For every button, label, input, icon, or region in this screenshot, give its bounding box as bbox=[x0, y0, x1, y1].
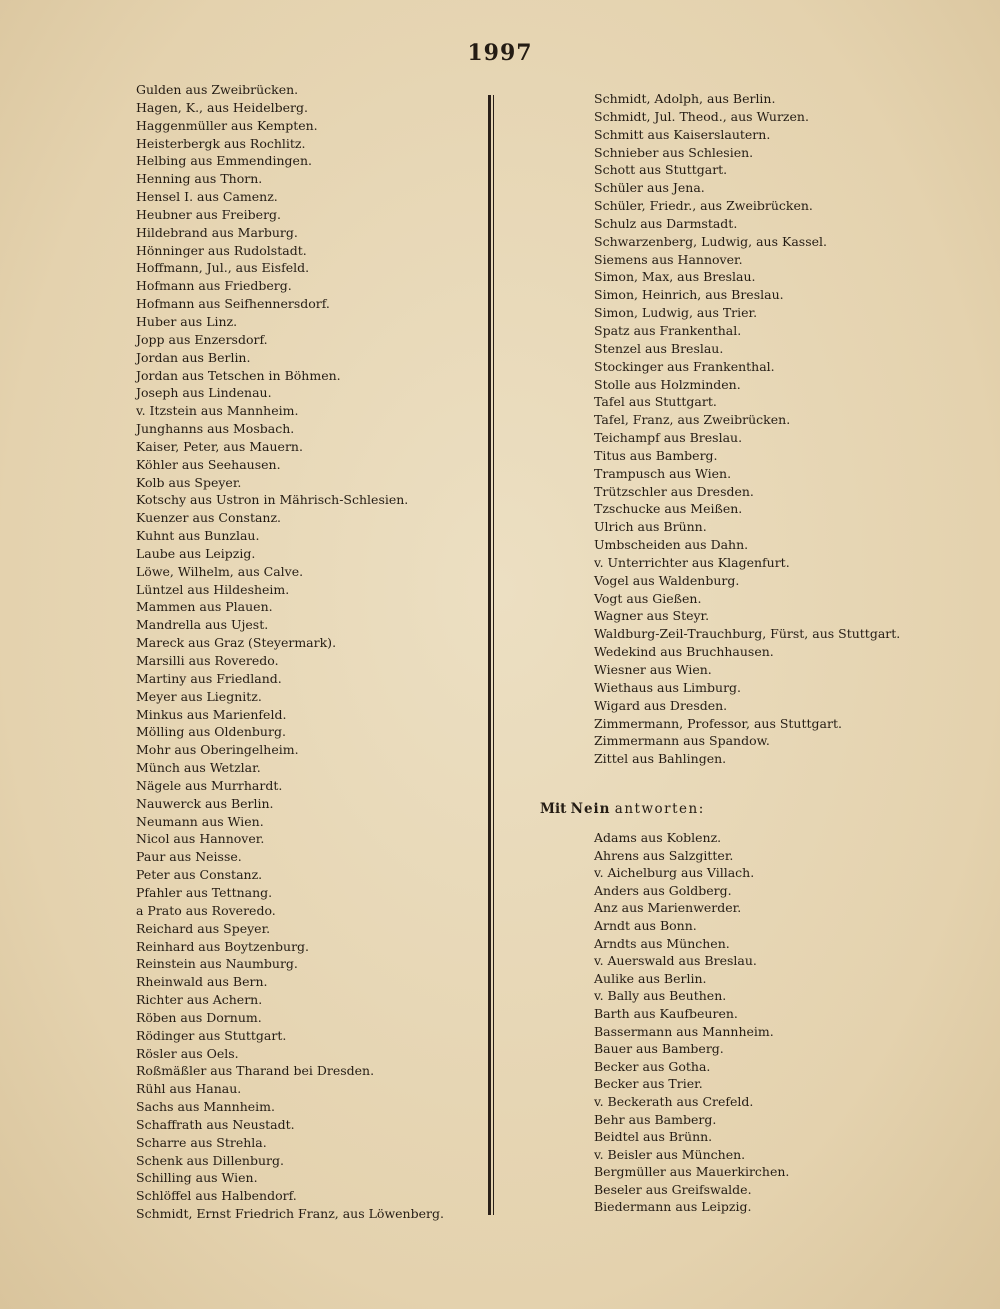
list-item: Sachs aus Mannheim. bbox=[136, 1099, 275, 1115]
list-item: Siemens aus Hannover. bbox=[594, 251, 743, 267]
list-item: Tafel aus Stuttgart. bbox=[594, 394, 717, 410]
heading-lead: Mit bbox=[540, 801, 567, 817]
list-item: Zittel aus Bahlingen. bbox=[594, 751, 727, 767]
list-item: Roßmäßler aus Tharand bei Dresden. bbox=[136, 1063, 375, 1079]
list-item: v. Auerswald aus Breslau. bbox=[594, 953, 757, 969]
list-item: Löwe, Wilhelm, aus Calve. bbox=[136, 563, 304, 579]
list-item: Laube aus Leipzig. bbox=[136, 545, 256, 561]
list-item: Schmidt, Adolph, aus Berlin. bbox=[594, 91, 776, 106]
list-item: Gulden aus Zweibrücken. bbox=[136, 82, 299, 97]
list-item: Helbing aus Emmendingen. bbox=[136, 153, 312, 169]
list-item: Zimmermann aus Spandow. bbox=[594, 733, 770, 749]
right-column-voter-list bbox=[594, 90, 900, 768]
list-item: Kolb aus Speyer. bbox=[136, 474, 242, 490]
list-item: Heisterbergk aus Rochlitz. bbox=[136, 135, 306, 151]
list-item: Jopp aus Enzersdorf. bbox=[136, 331, 268, 347]
list-item: Nauwerck aus Berlin. bbox=[136, 795, 274, 811]
list-item: Hofmann aus Friedberg. bbox=[136, 278, 292, 294]
list-item: Rühl aus Hanau. bbox=[136, 1081, 242, 1097]
list-item: v. Beckerath aus Crefeld. bbox=[594, 1093, 754, 1109]
list-item: a Prato aus Roveredo. bbox=[136, 902, 276, 918]
list-item: Simon, Heinrich, aus Breslau. bbox=[594, 287, 784, 303]
list-item: Wigard aus Dresden. bbox=[594, 697, 728, 713]
list-item: Schüler aus Jena. bbox=[594, 180, 705, 196]
list-item: Tafel, Franz, aus Zweibrücken. bbox=[594, 412, 791, 428]
list-item: Schwarzenberg, Ludwig, aus Kassel. bbox=[594, 233, 827, 249]
list-item: Vogt aus Gießen. bbox=[594, 590, 702, 606]
heading-emphasis: Nein bbox=[570, 801, 611, 817]
list-item: Mohr aus Oberingelheim. bbox=[136, 742, 299, 758]
section-heading-nein bbox=[540, 801, 705, 817]
list-item: Anders aus Goldberg. bbox=[594, 882, 732, 898]
left-column-voter-list bbox=[136, 81, 444, 1223]
list-item: Ahrens aus Salzgitter. bbox=[594, 847, 734, 863]
list-item: Trampusch aus Wien. bbox=[594, 465, 732, 481]
list-item: Schulz aus Darmstadt. bbox=[594, 215, 738, 231]
list-item: Junghanns aus Mosbach. bbox=[136, 421, 295, 437]
list-item: Barth aus Kaufbeuren. bbox=[594, 1005, 738, 1021]
list-item: Becker aus Gotha. bbox=[594, 1058, 711, 1074]
list-item: Meyer aus Liegnitz. bbox=[136, 688, 262, 704]
list-item: Schüler, Friedr., aus Zweibrücken. bbox=[594, 198, 813, 214]
list-item: Hönninger aus Rudolstadt. bbox=[136, 242, 307, 258]
list-item: Röben aus Dornum. bbox=[136, 1009, 262, 1025]
list-item: Wiethaus aus Limburg. bbox=[594, 679, 742, 695]
list-item: Mölling aus Oldenburg. bbox=[136, 724, 286, 740]
column-divider bbox=[488, 95, 494, 1215]
list-item: Paur aus Neisse. bbox=[136, 849, 242, 865]
list-item: Kuenzer aus Constanz. bbox=[136, 510, 282, 526]
list-item: Hensel I. aus Camenz. bbox=[136, 189, 278, 205]
list-item: Reinstein aus Naumburg. bbox=[136, 956, 298, 972]
list-item: Martiny aus Friedland. bbox=[136, 670, 282, 686]
list-item: Rösler aus Oels. bbox=[136, 1045, 239, 1061]
list-item: Schlöffel aus Halbendorf. bbox=[136, 1188, 297, 1204]
list-item: Becker aus Trier. bbox=[594, 1076, 703, 1092]
list-item: Mammen aus Plauen. bbox=[136, 599, 273, 615]
list-item: Schilling aus Wien. bbox=[136, 1170, 258, 1186]
list-item: Köhler aus Seehausen. bbox=[136, 456, 281, 472]
list-item: Stenzel aus Breslau. bbox=[594, 340, 724, 356]
list-item: Reinhard aus Boytzenburg. bbox=[136, 938, 310, 954]
list-item: Wiesner aus Wien. bbox=[594, 662, 712, 677]
list-item: Simon, Max, aus Breslau. bbox=[594, 269, 756, 285]
list-item: Kuhnt aus Bunzlau. bbox=[136, 528, 260, 544]
list-item: Beidtel aus Brünn. bbox=[594, 1129, 713, 1145]
list-item: Simon, Ludwig, aus Trier. bbox=[594, 305, 758, 321]
list-item: Hildebrand aus Marburg. bbox=[136, 224, 298, 240]
list-item: Wagner aus Steyr. bbox=[594, 608, 710, 624]
list-item: Kaiser, Peter, aus Mauern. bbox=[136, 438, 303, 454]
list-item: Joseph aus Lindenau. bbox=[136, 385, 272, 401]
list-item: Schmidt, Ernst Friedrich Franz, aus Löwenberg. bbox=[136, 1206, 444, 1222]
list-item: Mareck aus Graz (Steyermark). bbox=[136, 635, 337, 651]
list-item: Mandrella aus Ujest. bbox=[136, 617, 269, 633]
list-item: Nicol aus Hannover. bbox=[136, 831, 265, 847]
list-item: Umbscheiden aus Dahn. bbox=[594, 537, 749, 553]
list-item: v. Aichelburg aus Villach. bbox=[594, 865, 755, 881]
list-item: Arndt aus Bonn. bbox=[594, 917, 697, 933]
list-item: Huber aus Linz. bbox=[136, 313, 238, 329]
heading-rest: antworten: bbox=[614, 801, 705, 817]
list-item: Adams aus Koblenz. bbox=[594, 830, 722, 845]
list-item: Heubner aus Freiberg. bbox=[136, 206, 282, 222]
list-item: Schott aus Stuttgart. bbox=[594, 162, 728, 178]
list-item: v. Beisler aus München. bbox=[594, 1146, 746, 1162]
nein-voter-list bbox=[594, 829, 789, 1216]
list-item: Beseler aus Greifswalde. bbox=[594, 1181, 752, 1197]
list-item: Rheinwald aus Bern. bbox=[136, 974, 268, 990]
list-item: Pfahler aus Tettnang. bbox=[136, 884, 273, 900]
list-item: v. Unterrichter aus Klagenfurt. bbox=[594, 554, 790, 570]
list-item: Spatz aus Frankenthal. bbox=[594, 322, 742, 338]
list-item: Scharre aus Strehla. bbox=[136, 1134, 267, 1150]
list-item: Stockinger aus Frankenthal. bbox=[594, 358, 775, 374]
list-item: Biedermann aus Leipzig. bbox=[594, 1199, 752, 1215]
list-item: Waldburg-Zeil-Trauchburg, Fürst, aus Stuttgart. bbox=[594, 626, 901, 642]
list-item: Schenk aus Dillenburg. bbox=[136, 1152, 284, 1168]
list-item: Hofmann aus Seifhennersdorf. bbox=[136, 296, 330, 312]
list-item: Lüntzel aus Hildesheim. bbox=[136, 581, 290, 597]
list-item: Münch aus Wetzlar. bbox=[136, 760, 261, 776]
list-item: Rödinger aus Stuttgart. bbox=[136, 1027, 287, 1043]
list-item: Richter aus Achern. bbox=[136, 992, 263, 1008]
list-item: Neumann aus Wien. bbox=[136, 813, 264, 829]
list-item: Behr aus Bamberg. bbox=[594, 1111, 717, 1127]
list-item: Schaffrath aus Neustadt. bbox=[136, 1116, 295, 1132]
list-item: Arndts aus München. bbox=[594, 935, 730, 951]
list-item: Bauer aus Bamberg. bbox=[594, 1041, 724, 1057]
list-item: Henning aus Thorn. bbox=[136, 171, 263, 187]
list-item: Hagen, K., aus Heidelberg. bbox=[136, 99, 308, 115]
list-item: Hoffmann, Jul., aus Eisfeld. bbox=[136, 260, 310, 276]
list-item: Reichard aus Speyer. bbox=[136, 920, 271, 936]
list-item: Haggenmüller aus Kempten. bbox=[136, 117, 318, 133]
list-item: Trützschler aus Dresden. bbox=[594, 483, 754, 499]
list-item: Ulrich aus Brünn. bbox=[594, 519, 707, 535]
list-item: Bassermann aus Mannheim. bbox=[594, 1023, 774, 1039]
list-item: v. Itzstein aus Mannheim. bbox=[136, 403, 299, 419]
list-item: Tzschucke aus Meißen. bbox=[594, 501, 743, 517]
list-item: Schmitt aus Kaiserslautern. bbox=[594, 126, 771, 142]
list-item: Schnieber aus Schlesien. bbox=[594, 144, 754, 160]
list-item: Zimmermann, Professor, aus Stuttgart. bbox=[594, 715, 842, 731]
list-item: Jordan aus Berlin. bbox=[136, 349, 251, 365]
list-item: Kotschy aus Ustron in Mährisch-Schlesien. bbox=[136, 492, 409, 508]
list-item: Teichampf aus Breslau. bbox=[594, 430, 743, 446]
list-item: Vogel aus Waldenburg. bbox=[594, 572, 740, 588]
list-item: Bergmüller aus Mauerkirchen. bbox=[594, 1164, 790, 1180]
list-item: Stolle aus Holzminden. bbox=[594, 376, 741, 392]
list-item: Aulike aus Berlin. bbox=[594, 970, 707, 986]
list-item: v. Bally aus Beuthen. bbox=[594, 988, 727, 1004]
list-item: Nägele aus Murrhardt. bbox=[136, 777, 283, 793]
list-item: Anz aus Marienwerder. bbox=[594, 900, 742, 916]
page-number: 1997 bbox=[467, 40, 533, 66]
list-item: Titus aus Bamberg. bbox=[594, 447, 718, 463]
list-item: Jordan aus Tetschen in Böhmen. bbox=[136, 367, 341, 383]
list-item: Schmidt, Jul. Theod., aus Wurzen. bbox=[594, 108, 809, 124]
list-item: Peter aus Constanz. bbox=[136, 867, 263, 883]
list-item: Marsilli aus Roveredo. bbox=[136, 653, 279, 668]
list-item: Wedekind aus Bruchhausen. bbox=[594, 644, 774, 660]
list-item: Minkus aus Marienfeld. bbox=[136, 706, 287, 722]
